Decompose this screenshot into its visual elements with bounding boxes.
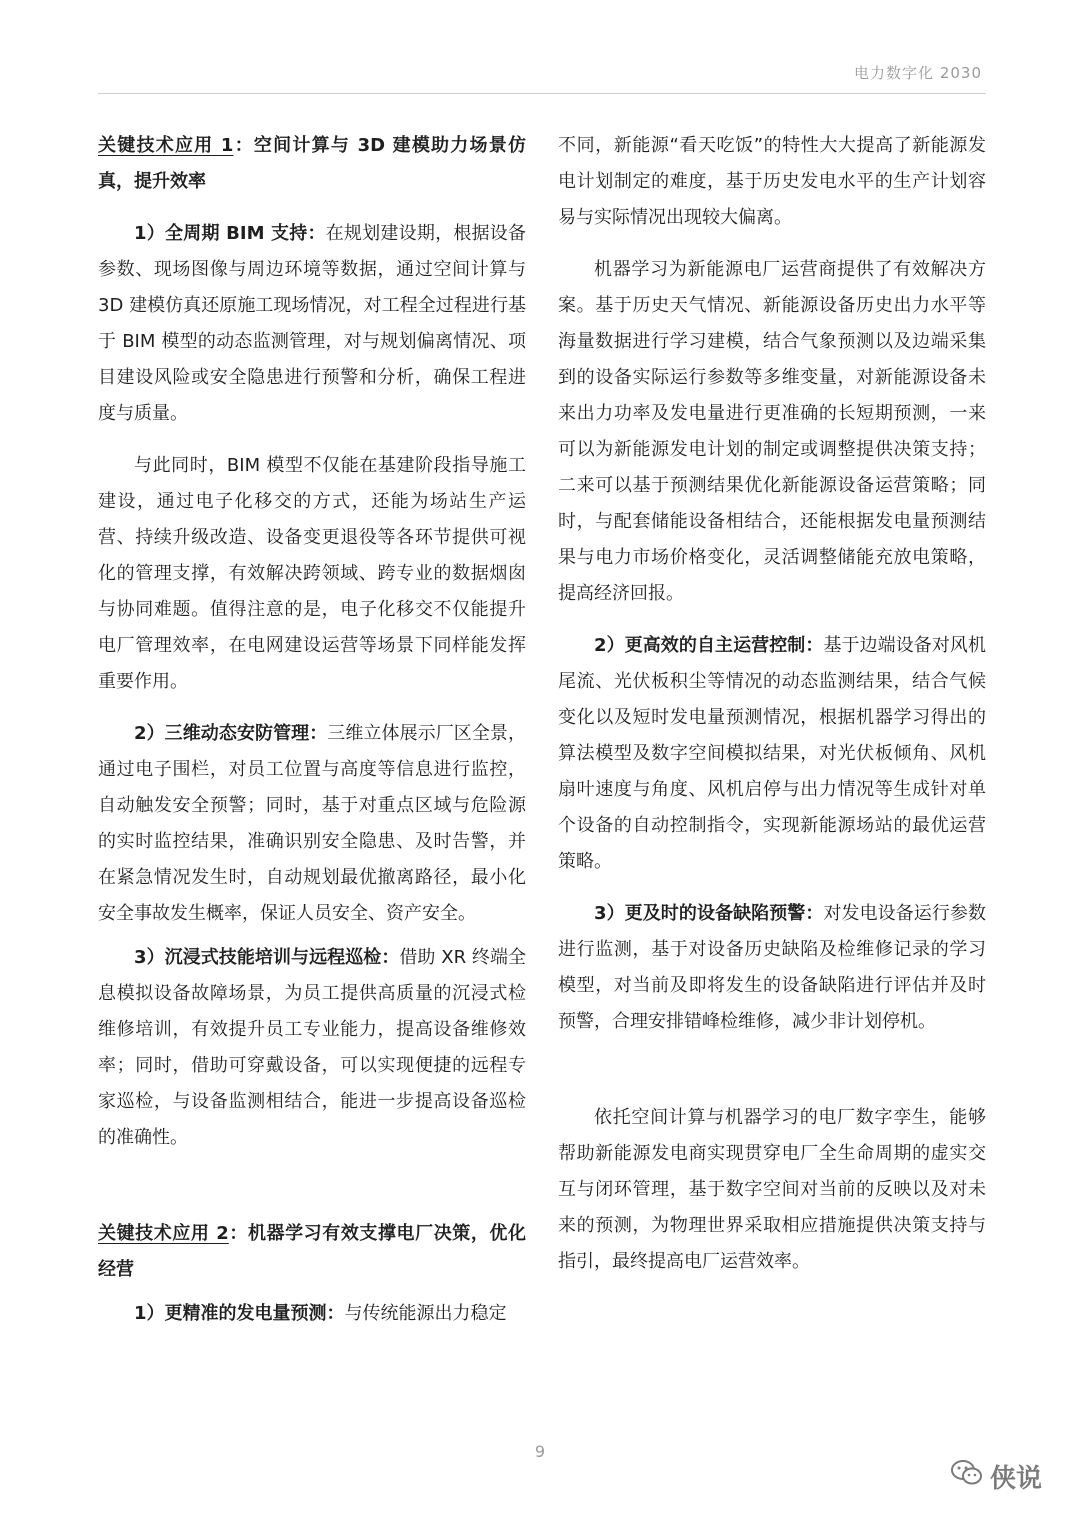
section-heading-2-label: 关键技术应用 2 xyxy=(98,1223,229,1244)
paragraph-defect-warning xyxy=(558,896,986,1040)
paragraph-lead: 3）沉浸式技能培训与远程巡检： xyxy=(134,947,400,968)
document-header-title: 电力数字化 2030 xyxy=(854,64,982,82)
paragraph-bim-handover: 与此同时，BIM 模型不仅能在基建阶段指导施工建设，通过电子化移交的方式，还能为场站生产运营、持续升级改造、设备变更退役等各环节提供可视化的管理支撑，有效解决跨领域、跨专业的数据烟囱与协同难题。值得注意的是，电子化移交不仅能提升电厂管理效率，在电网建设运营等场景下同样能发挥重要作用。 xyxy=(98,455,526,692)
paragraph-immersive-training xyxy=(98,940,526,1156)
page-number: 9 xyxy=(534,1442,546,1461)
paragraph-body: 三维立体展示厂区全景，通过电子围栏，对员工位置与高度等信息进行监控，自动触发安全预警；同时，基于对重点区域与危险源的实时监控结果，准确识别安全隐患、及时告警，并在紧急情况发生时，自动规划最优撤离路径，最小化安全事故发生概率，保证人员安全、资产安全。 xyxy=(98,723,526,924)
paragraph-forecast-continued: 不同，新能源“看天吃饭”的特性大大提高了新能源发电计划制定的难度，基于历史发电水平的生产计划容易与实际情况出现较大偏离。 xyxy=(558,135,986,228)
section-heading-1 xyxy=(98,128,526,200)
section-heading-1-text: ：空间计算与 3D 建模助力场景仿真，提升效率 xyxy=(98,135,526,192)
paragraph-lead: 1）全周期 BIM 支持： xyxy=(134,223,326,244)
paragraph-body: 对发电设备运行参数进行监测，基于对设备历史缺陷及检维修记录的学习模型，对当前及即将发生的设备缺陷进行评估并及时预警，合理安排错峰检维修，减少非计划停机。 xyxy=(558,903,986,1032)
paragraph-body: 与传统能源出力稳定 xyxy=(344,1303,507,1324)
section-heading-2 xyxy=(98,1216,526,1288)
paragraph-security-management xyxy=(98,716,526,932)
section-heading-2-text: ：机器学习有效支撑电厂决策，优化经营 xyxy=(98,1223,526,1280)
paragraph-power-forecast xyxy=(98,1296,526,1332)
wechat-icon xyxy=(950,1458,984,1495)
paragraph-lead: 1）更精准的发电量预测： xyxy=(134,1303,345,1324)
paragraph-digital-twin: 依托空间计算与机器学习的电厂数字孪生，能够帮助新能源发电商实现贯穿电厂全生命周期的虚实交互与闭环管理，基于数字空间对当前的反映以及对未来的预测，为物理世界采取相应措施提供决策支持与指引，最终提高电厂运营效率。 xyxy=(558,1107,986,1272)
right-column xyxy=(558,128,986,1280)
paragraph-body: 基于边端设备对风机尾流、光伏板积尘等情况的动态监测结果，结合气候变化以及短时发电量预测情况，根据机器学习得出的算法模型及数字空间模拟结果，对光伏板倾角、风机扇叶速度与角度、风机启停与出力情况等生成针对单个设备的自动控制指令，实现新能源场站的最优运营策略。 xyxy=(558,635,986,872)
paragraph-body: 在规划建设期，根据设备参数、现场图像与周边环境等数据，通过空间计算与 3D 建模仿真还原施工现场情况，对工程全过程进行基于 BIM 模型的动态监测管理，对与规划偏离情况、项目建设风险或安全隐患进行预警和分析，确保工程进度与质量。 xyxy=(98,223,527,424)
section-heading-1-label: 关键技术应用 1 xyxy=(98,135,234,156)
paragraph-body: 借助 XR 终端全息模拟设备故障场景，为员工提供高质量的沉浸式检维修培训，有效提升员工专业能力，提高设备维修效率；同时，借助可穿戴设备，可以实现便捷的远程专家巡检，与设备监测相结合，能进一步提高设备巡检的准确性。 xyxy=(98,947,526,1148)
paragraph-autonomous-control xyxy=(558,628,986,880)
paragraph-bim-support xyxy=(98,216,526,432)
paragraph-lead: 2）更高效的自主运营控制： xyxy=(594,635,824,656)
watermark-text: 侠说 xyxy=(989,1464,1042,1494)
paragraph-lead: 3）更及时的设备缺陷预警： xyxy=(594,903,824,924)
left-column xyxy=(98,128,526,1332)
watermark xyxy=(950,1458,1042,1495)
paragraph-lead: 2）三维动态安防管理： xyxy=(134,723,328,744)
paragraph-machine-learning: 机器学习为新能源电厂运营商提供了有效解决方案。基于历史天气情况、新能源设备历史出力水平等海量数据进行学习建模，结合气象预测以及边端采集到的设备实际运行参数等多维变量，对新能源设备未来出力功率及发电量进行更准确的长短期预测，一来可以为新能源发电计划的制定或调整提供决策支持；二来可以基于预测结果优化新能源设备运营策略；同时，与配套储能设备相结合，还能根据发电量预测结果与电力市场价格变化，灵活调整储能充放电策略，提高经济回报。 xyxy=(558,259,986,604)
header-divider xyxy=(98,93,986,94)
